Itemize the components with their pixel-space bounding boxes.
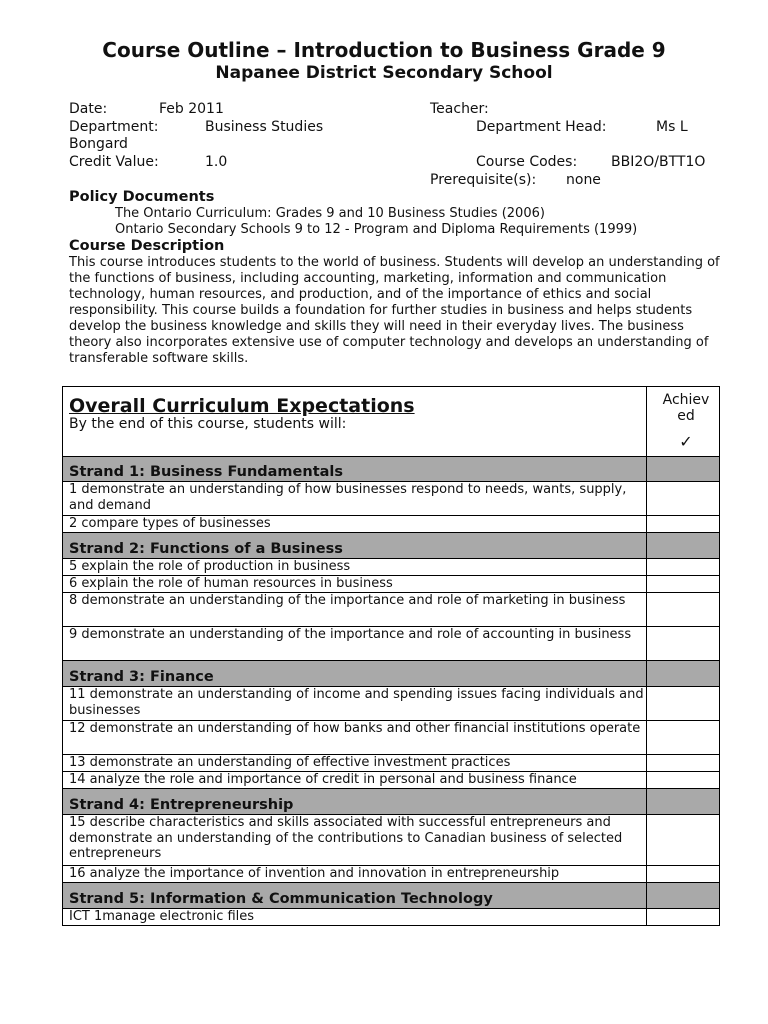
table-row (63, 516, 720, 533)
table-row (63, 772, 720, 789)
table-row (63, 687, 720, 721)
expectation-text: 2 compare types of businesses (63, 516, 647, 533)
credit-label: Credit Value: (69, 154, 159, 170)
achieved-checkbox-cell[interactable] (647, 866, 720, 883)
prereq-value: none (566, 172, 601, 188)
achieved-checkbox-cell[interactable] (647, 909, 720, 926)
strand-title: Strand 2: Functions of a Business (63, 533, 647, 559)
description-heading: Course Description (69, 238, 225, 254)
table-row (63, 866, 720, 883)
strand-title: Strand 5: Information & Communication Technology (63, 883, 647, 909)
course-codes-label: Course Codes: (476, 154, 578, 170)
achieved-checkbox-cell (647, 661, 720, 687)
achieved-checkbox-cell[interactable] (647, 687, 720, 721)
teacher-label: Teacher: (430, 101, 489, 117)
strand-row (63, 789, 720, 815)
credit-value: 1.0 (205, 154, 228, 170)
expectation-text: 11 demonstrate an understanding of income and spending issues facing individuals and businesses (63, 687, 647, 721)
expectations-subheading: By the end of this course, students will: (69, 415, 347, 432)
checkmark-icon: ✓ (679, 432, 693, 451)
expectation-text: 13 demonstrate an understanding of effective investment practices (63, 755, 647, 772)
prereq-label: Prerequisite(s): (430, 172, 537, 188)
achieved-header-cell (647, 387, 720, 457)
expectation-text: 5 explain the role of production in business (63, 559, 647, 576)
table-row (63, 815, 720, 866)
strand-row (63, 457, 720, 482)
document-title: Course Outline – Introduction to Business Grade 9 (102, 38, 666, 62)
strand-title: Strand 4: Entrepreneurship (63, 789, 647, 815)
description-text: This course introduces students to the world of business. Students will develop an understanding of the functions of business, including accounting, marketing, information and communication technology, human resources, and production, and of the importance of ethics and social responsibility. This course builds a foundation for further studies in business and helps students develop the business knowledge and skills they will need in their everyday lives. The business theory also incorporates extensive use of computer technology and develops an understanding of transferable software skills. (69, 255, 720, 366)
achieved-checkbox-cell[interactable] (647, 772, 720, 789)
policy-doc: The Ontario Curriculum: Grades 9 and 10 Business Studies (2006) (115, 206, 545, 221)
expectations-table (62, 386, 720, 926)
achieved-checkbox-cell (647, 457, 720, 482)
policy-heading: Policy Documents (69, 189, 215, 205)
school-name: Napanee District Secondary School (215, 63, 553, 83)
table-row (63, 482, 720, 516)
department-value: Business Studies (205, 119, 324, 135)
date-value: Feb 2011 (159, 101, 224, 117)
achieved-checkbox-cell[interactable] (647, 559, 720, 576)
expectation-text: 1 demonstrate an understanding of how businesses respond to needs, wants, supply, and demand (63, 482, 647, 516)
dept-head-label: Department Head: (476, 119, 607, 135)
expectation-text: 6 explain the role of human resources in business (63, 576, 647, 593)
achieved-checkbox-cell[interactable] (647, 815, 720, 866)
table-row (63, 909, 720, 926)
achieved-checkbox-cell[interactable] (647, 593, 720, 627)
expectation-text: 8 demonstrate an understanding of the importance and role of marketing in business (63, 593, 647, 627)
expectation-text: 9 demonstrate an understanding of the importance and role of accounting in business (63, 627, 647, 661)
expectation-text: 15 describe characteristics and skills associated with successful entrepreneurs and demonstrate an understanding of the contributions to Canadian business of selected entrepreneurs (63, 815, 647, 866)
table-row (63, 627, 720, 661)
strand-row (63, 661, 720, 687)
table-row (63, 559, 720, 576)
achieved-label: Achiev (662, 392, 710, 408)
expectation-text: ICT 1manage electronic files (63, 909, 647, 926)
achieved-checkbox-cell[interactable] (647, 482, 720, 516)
expectation-text: 16 analyze the importance of invention and innovation in entrepreneurship (63, 866, 647, 883)
table-header-row (63, 387, 720, 457)
dept-head-value-cont: Bongard (69, 136, 128, 152)
table-row (63, 593, 720, 627)
achieved-checkbox-cell[interactable] (647, 516, 720, 533)
table-row (63, 755, 720, 772)
policy-doc: Ontario Secondary Schools 9 to 12 - Program and Diploma Requirements (1999) (115, 222, 638, 237)
course-codes-value: BBI2O/BTT1O (611, 154, 706, 170)
achieved-checkbox-cell (647, 883, 720, 909)
strand-row (63, 883, 720, 909)
table-row (63, 576, 720, 593)
achieved-checkbox-cell[interactable] (647, 755, 720, 772)
strand-title: Strand 3: Finance (63, 661, 647, 687)
achieved-checkbox-cell[interactable] (647, 576, 720, 593)
expectation-text: 12 demonstrate an understanding of how banks and other financial institutions operate (63, 721, 647, 755)
department-label: Department: (69, 119, 159, 135)
achieved-checkbox-cell[interactable] (647, 627, 720, 661)
table-row (63, 721, 720, 755)
strand-title: Strand 1: Business Fundamentals (63, 457, 647, 482)
expectations-header-cell (63, 387, 647, 457)
expectations-heading: Overall Curriculum Expectations (69, 395, 415, 417)
achieved-label-cont: ed (677, 407, 695, 424)
achieved-checkbox-cell[interactable] (647, 721, 720, 755)
expectation-text: 14 analyze the role and importance of credit in personal and business finance (63, 772, 647, 789)
achieved-checkbox-cell (647, 789, 720, 815)
date-label: Date: (69, 101, 108, 117)
dept-head-value: Ms L (656, 119, 688, 135)
strand-row (63, 533, 720, 559)
achieved-checkbox-cell (647, 533, 720, 559)
